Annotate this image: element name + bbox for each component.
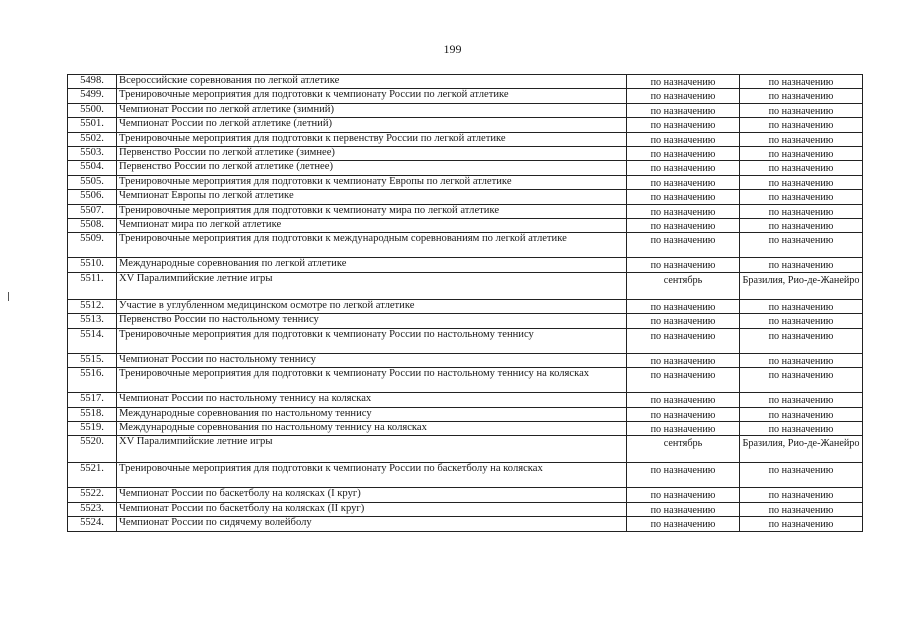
event-number-cell: 5506. xyxy=(68,190,117,204)
event-date-cell: по назначению xyxy=(627,314,740,328)
event-date-cell: по назначению xyxy=(627,161,740,175)
event-number-cell: 5501. xyxy=(68,118,117,132)
table-row xyxy=(68,393,863,407)
event-number-cell: 5523. xyxy=(68,502,117,516)
table-row xyxy=(68,353,863,367)
event-place-cell: по назначению xyxy=(740,147,863,161)
event-place-cell: по назначению xyxy=(740,175,863,189)
event-number-cell: 5513. xyxy=(68,314,117,328)
event-number-cell: 5524. xyxy=(68,517,117,531)
event-number-cell: 5516. xyxy=(68,368,117,393)
table-row xyxy=(68,89,863,103)
table-row xyxy=(68,118,863,132)
event-date-cell: по назначению xyxy=(627,75,740,89)
event-name-cell: Участие в углубленном медицинском осмотре по легкой атлетике xyxy=(117,299,627,313)
event-number-cell: 5500. xyxy=(68,103,117,117)
table-row xyxy=(68,407,863,421)
event-name-cell: Международные соревнования по настольному теннису xyxy=(117,407,627,421)
event-name-cell: Чемпионат России по баскетболу на колясках (II круг) xyxy=(117,502,627,516)
table-row xyxy=(68,233,863,258)
table-row xyxy=(68,368,863,393)
table-row xyxy=(68,488,863,502)
event-date-cell: по назначению xyxy=(627,517,740,531)
event-name-cell: Тренировочные мероприятия для подготовки к первенству России по легкой атлетике xyxy=(117,132,627,146)
event-place-cell: по назначению xyxy=(740,463,863,488)
event-place-cell: по назначению xyxy=(740,233,863,258)
event-name-cell: Международные соревнования по легкой атлетике xyxy=(117,258,627,272)
event-name-cell: Первенство России по легкой атлетике (зимнее) xyxy=(117,147,627,161)
event-date-cell: по назначению xyxy=(627,407,740,421)
event-date-cell: по назначению xyxy=(627,299,740,313)
margin-mark xyxy=(8,292,9,301)
event-place-cell: Бразилия, Рио-де-Жанейро xyxy=(740,436,863,463)
event-date-cell: по назначению xyxy=(627,204,740,218)
event-name-cell: Тренировочные мероприятия для подготовки к чемпионату России по настольному теннису на колясках xyxy=(117,368,627,393)
event-number-cell: 5512. xyxy=(68,299,117,313)
table-row xyxy=(68,502,863,516)
event-number-cell: 5507. xyxy=(68,204,117,218)
table-row xyxy=(68,299,863,313)
event-date-cell: по назначению xyxy=(627,328,740,353)
event-date-cell: по назначению xyxy=(627,393,740,407)
event-place-cell: по назначению xyxy=(740,393,863,407)
event-number-cell: 5515. xyxy=(68,353,117,367)
table-row xyxy=(68,190,863,204)
events-table xyxy=(67,74,863,532)
events-table-body xyxy=(68,75,863,532)
event-place-cell: по назначению xyxy=(740,328,863,353)
event-number-cell: 5508. xyxy=(68,219,117,233)
event-place-cell: по назначению xyxy=(740,502,863,516)
event-name-cell: Чемпионат России по легкой атлетике (летний) xyxy=(117,118,627,132)
event-place-cell: по назначению xyxy=(740,353,863,367)
table-row xyxy=(68,517,863,531)
event-date-cell: по назначению xyxy=(627,502,740,516)
event-number-cell: 5509. xyxy=(68,233,117,258)
event-place-cell: по назначению xyxy=(740,89,863,103)
table-row xyxy=(68,328,863,353)
event-place-cell: по назначению xyxy=(740,118,863,132)
event-name-cell: Тренировочные мероприятия для подготовки к международным соревнованиям по легкой атлетике xyxy=(117,233,627,258)
event-name-cell: Чемпионат Европы по легкой атлетике xyxy=(117,190,627,204)
event-number-cell: 5522. xyxy=(68,488,117,502)
event-date-cell: сентябрь xyxy=(627,272,740,299)
event-number-cell: 5511. xyxy=(68,272,117,299)
event-date-cell: по назначению xyxy=(627,488,740,502)
event-place-cell: по назначению xyxy=(740,75,863,89)
table-row xyxy=(68,421,863,435)
event-number-cell: 5499. xyxy=(68,89,117,103)
event-name-cell: Чемпионат России по баскетболу на колясках (I круг) xyxy=(117,488,627,502)
event-number-cell: 5519. xyxy=(68,421,117,435)
event-number-cell: 5503. xyxy=(68,147,117,161)
event-date-cell: по назначению xyxy=(627,103,740,117)
event-place-cell: по назначению xyxy=(740,421,863,435)
table-row xyxy=(68,175,863,189)
event-number-cell: 5502. xyxy=(68,132,117,146)
event-date-cell: по назначению xyxy=(627,89,740,103)
event-place-cell: по назначению xyxy=(740,299,863,313)
event-name-cell: Тренировочные мероприятия для подготовки к чемпионату мира по легкой атлетике xyxy=(117,204,627,218)
event-name-cell: Тренировочные мероприятия для подготовки к чемпионату России по настольному теннису xyxy=(117,328,627,353)
table-row xyxy=(68,161,863,175)
event-date-cell: по назначению xyxy=(627,421,740,435)
event-place-cell: по назначению xyxy=(740,204,863,218)
table-row xyxy=(68,103,863,117)
table-row xyxy=(68,314,863,328)
event-name-cell: Чемпионат мира по легкой атлетике xyxy=(117,219,627,233)
table-row xyxy=(68,272,863,299)
event-date-cell: по назначению xyxy=(627,368,740,393)
event-date-cell: по назначению xyxy=(627,233,740,258)
event-place-cell: по назначению xyxy=(740,258,863,272)
event-number-cell: 5498. xyxy=(68,75,117,89)
event-name-cell: Чемпионат России по настольному теннису xyxy=(117,353,627,367)
event-number-cell: 5504. xyxy=(68,161,117,175)
table-row xyxy=(68,219,863,233)
event-number-cell: 5514. xyxy=(68,328,117,353)
event-date-cell: по назначению xyxy=(627,258,740,272)
event-name-cell: Международные соревнования по настольному теннису на колясках xyxy=(117,421,627,435)
event-name-cell: XV Паралимпийские летние игры xyxy=(117,436,627,463)
event-date-cell: по назначению xyxy=(627,175,740,189)
event-place-cell: по назначению xyxy=(740,488,863,502)
event-date-cell: по назначению xyxy=(627,147,740,161)
event-date-cell: по назначению xyxy=(627,353,740,367)
page-number: 199 xyxy=(443,42,462,56)
event-name-cell: XV Паралимпийские летние игры xyxy=(117,272,627,299)
event-place-cell: по назначению xyxy=(740,407,863,421)
event-place-cell: Бразилия, Рио-де-Жанейро xyxy=(740,272,863,299)
event-date-cell: сентябрь xyxy=(627,436,740,463)
event-date-cell: по назначению xyxy=(627,190,740,204)
event-number-cell: 5517. xyxy=(68,393,117,407)
event-name-cell: Чемпионат России по настольному теннису на колясках xyxy=(117,393,627,407)
event-name-cell: Первенство России по легкой атлетике (летнее) xyxy=(117,161,627,175)
table-row xyxy=(68,436,863,463)
event-name-cell: Всероссийские соревнования по легкой атлетике xyxy=(117,75,627,89)
event-date-cell: по назначению xyxy=(627,118,740,132)
event-number-cell: 5521. xyxy=(68,463,117,488)
table-row xyxy=(68,258,863,272)
event-place-cell: по назначению xyxy=(740,368,863,393)
event-number-cell: 5510. xyxy=(68,258,117,272)
event-name-cell: Тренировочные мероприятия для подготовки к чемпионату Европы по легкой атлетике xyxy=(117,175,627,189)
event-date-cell: по назначению xyxy=(627,132,740,146)
table-row xyxy=(68,132,863,146)
event-number-cell: 5518. xyxy=(68,407,117,421)
event-name-cell: Первенство России по настольному теннису xyxy=(117,314,627,328)
event-place-cell: по назначению xyxy=(740,517,863,531)
event-name-cell: Тренировочные мероприятия для подготовки к чемпионату России по баскетболу на колясках xyxy=(117,463,627,488)
event-date-cell: по назначению xyxy=(627,219,740,233)
event-name-cell: Тренировочные мероприятия для подготовки к чемпионату России по легкой атлетике xyxy=(117,89,627,103)
event-number-cell: 5520. xyxy=(68,436,117,463)
event-place-cell: по назначению xyxy=(740,161,863,175)
table-row xyxy=(68,147,863,161)
event-place-cell: по назначению xyxy=(740,219,863,233)
event-date-cell: по назначению xyxy=(627,463,740,488)
table-row xyxy=(68,75,863,89)
event-place-cell: по назначению xyxy=(740,132,863,146)
event-name-cell: Чемпионат России по легкой атлетике (зимний) xyxy=(117,103,627,117)
event-number-cell: 5505. xyxy=(68,175,117,189)
event-place-cell: по назначению xyxy=(740,103,863,117)
table-row xyxy=(68,204,863,218)
event-name-cell: Чемпионат России по сидячему волейболу xyxy=(117,517,627,531)
event-place-cell: по назначению xyxy=(740,190,863,204)
table-row xyxy=(68,463,863,488)
event-place-cell: по назначению xyxy=(740,314,863,328)
